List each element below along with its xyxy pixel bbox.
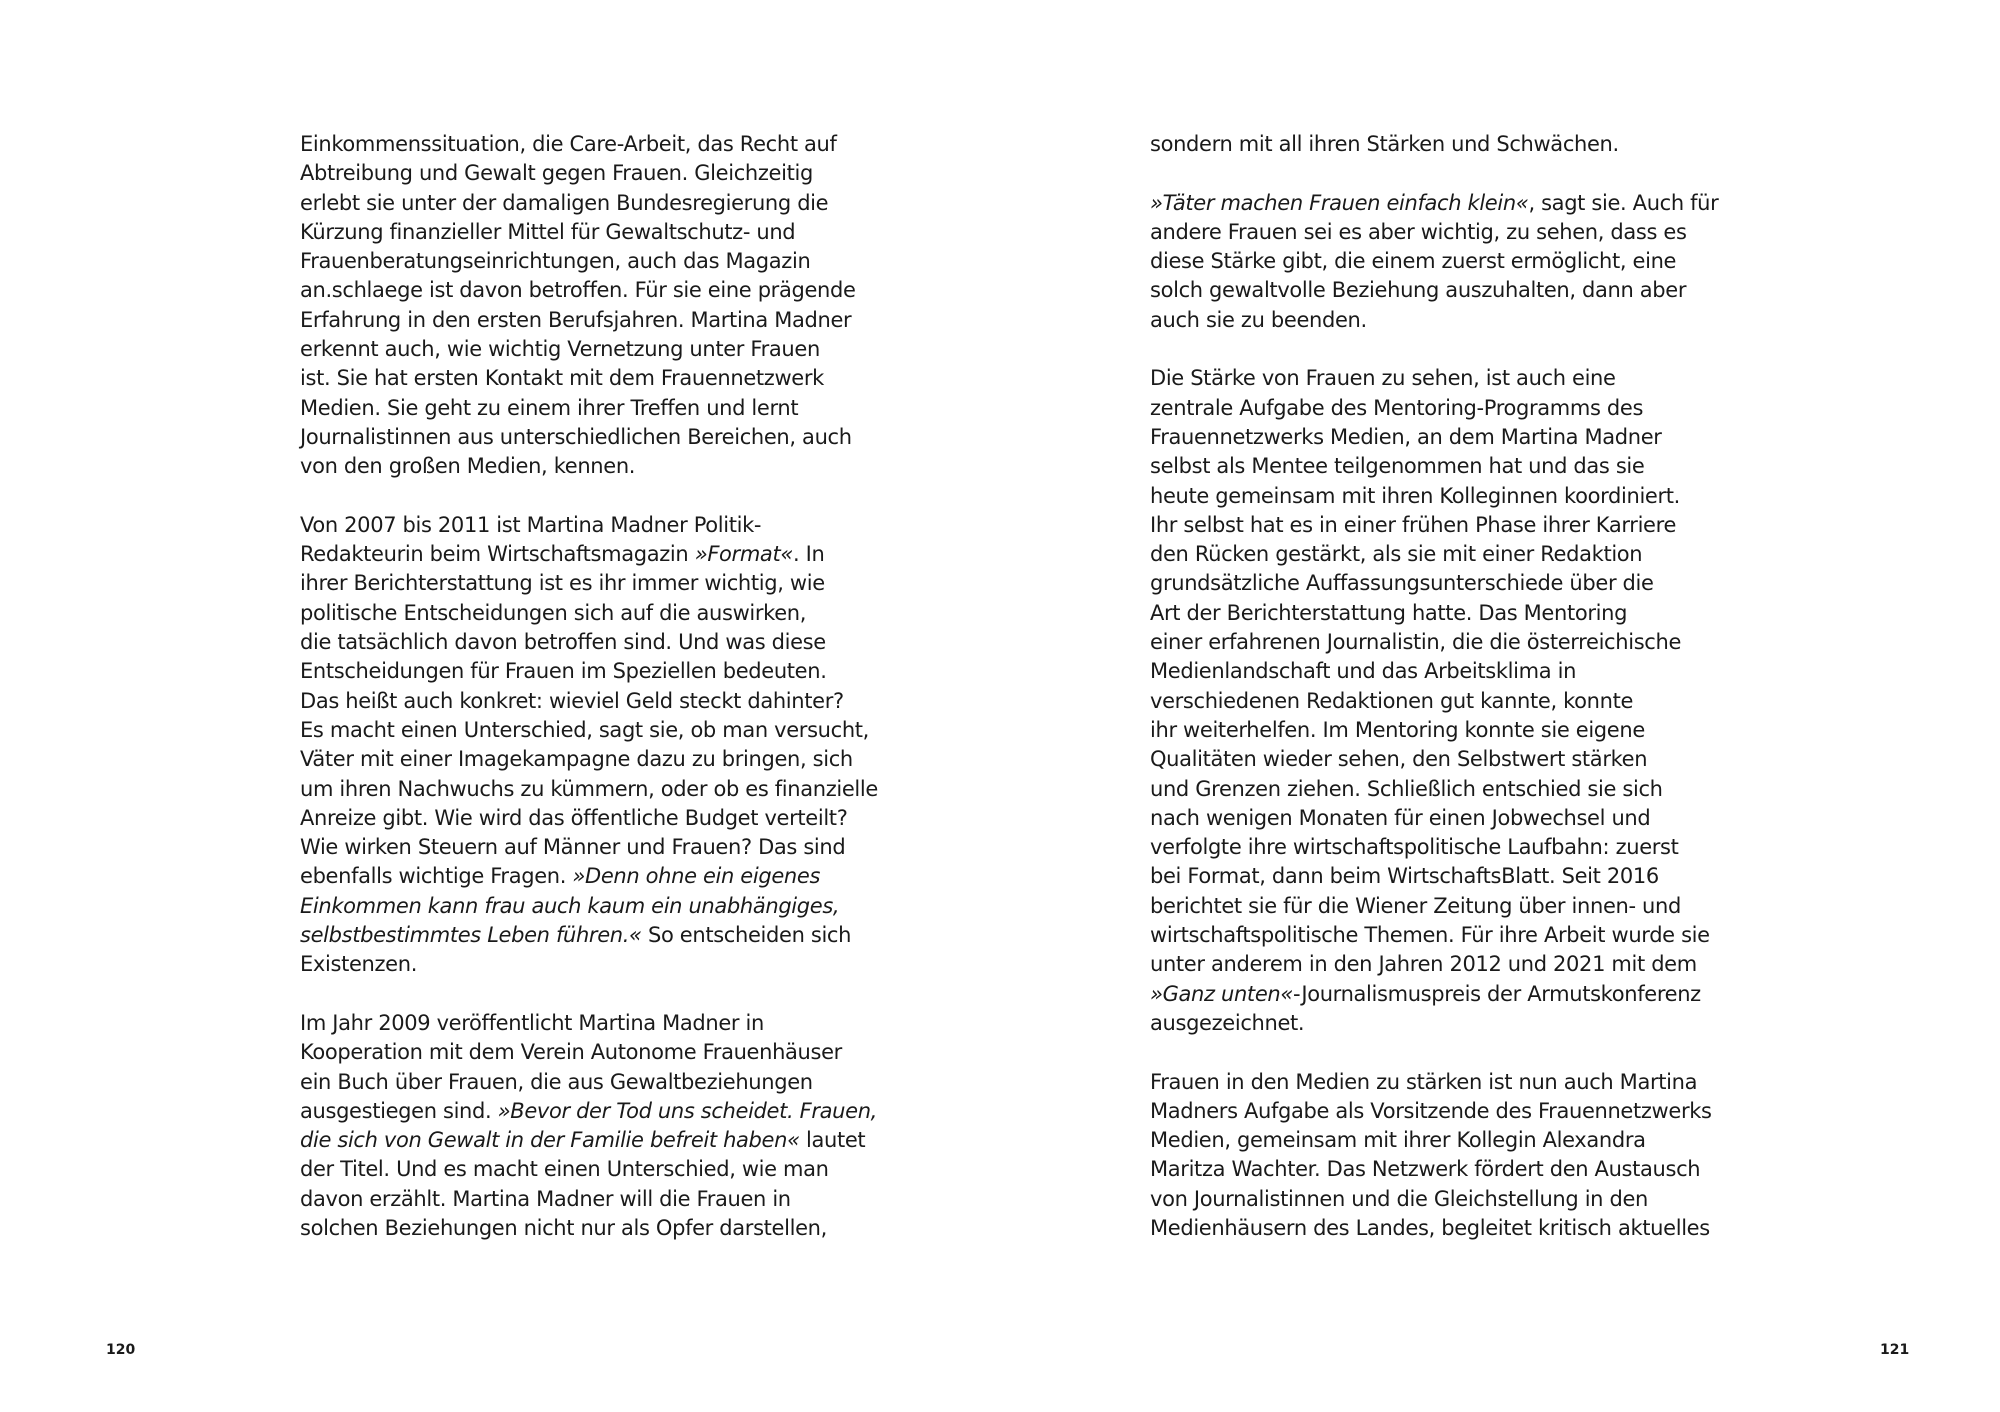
paragraph — [1150, 189, 1730, 335]
text-line: ein Buch über Frauen, die aus Gewaltbeziehungen — [300, 1069, 813, 1094]
text-line: Medienhäusern des Landes, begleitet kritisch aktuelles — [1150, 1215, 1710, 1240]
text-line: ihrer Berichterstattung ist es ihr immer wichtig, wie — [300, 571, 825, 596]
text-line: Frauennetzwerks Medien, an dem Martina Madner — [1150, 424, 1662, 449]
text-line: politische Entscheidungen sich auf die auswirken, — [300, 600, 807, 625]
text-line — [300, 1097, 880, 1126]
text-line: Es macht einen Unterschied, sagt sie, ob man versucht, — [300, 717, 869, 742]
text-segment: So entscheiden sich — [641, 923, 852, 948]
text-line: Anreize gibt. Wie wird das öffentliche Budget verteilt? — [300, 805, 848, 830]
text-line: ausgezeichnet. — [1150, 1010, 1305, 1035]
text-line: die tatsächlich davon betroffen sind. Und was diese — [300, 630, 826, 655]
paragraph — [300, 130, 880, 482]
text-line: Frauenberatungseinrichtungen, auch das Magazin — [300, 249, 811, 274]
text-line: Kürzung finanzieller Mittel für Gewaltschutz- und — [300, 219, 796, 244]
text-line: den Rücken gestärkt, als sie mit einer Redaktion — [1150, 542, 1643, 567]
text-line: Im Jahr 2009 veröffentlicht Martina Madner in — [300, 1010, 764, 1035]
text-line: ihr weiterhelfen. Im Mentoring konnte sie eigene — [1150, 717, 1645, 742]
text-line: nach wenigen Monaten für einen Jobwechsel und — [1150, 805, 1651, 830]
text-line: um ihren Nachwuchs zu kümmern, oder ob es finanzielle — [300, 776, 878, 801]
text-line: Kooperation mit dem Verein Autonome Frauenhäuser — [300, 1040, 842, 1065]
text-line: Qualitäten wieder sehen, den Selbstwert stärken — [1150, 747, 1648, 772]
page-number: 120 — [106, 1342, 136, 1358]
text-line: Medienlandschaft und das Arbeitsklima in — [1150, 659, 1577, 684]
text-line: Medien, gemeinsam mit ihrer Kollegin Alexandra — [1150, 1128, 1646, 1153]
text-line: Einkommenssituation, die Care-Arbeit, das Recht auf — [300, 132, 837, 156]
text-line: erlebt sie unter der damaligen Bundesregierung die — [300, 190, 829, 215]
text-line: an.schlaege ist davon betroffen. Für sie eine prägende — [300, 278, 856, 303]
paragraph — [300, 511, 880, 980]
text-line: bei Format, dann beim WirtschaftsBlatt. Seit 2016 — [1150, 864, 1659, 889]
italic-quote: »Täter machen Frauen einfach klein« — [1150, 190, 1529, 215]
text-line: Väter mit einer Imagekampagne dazu zu bringen, sich — [300, 747, 853, 772]
text-line: von den großen Medien, kennen. — [300, 454, 636, 479]
paragraph — [1150, 130, 1730, 159]
text-segment: . In — [792, 542, 825, 567]
text-line: Art der Berichterstattung hatte. Das Mentoring — [1150, 600, 1628, 625]
text-line: Medien. Sie geht zu einem ihrer Treffen und lernt — [300, 395, 799, 420]
text-segment: , sagt sie. Auch für — [1528, 190, 1719, 215]
italic-quote-line: Einkommen kann frau auch kaum ein unabhängiges, — [300, 893, 840, 918]
text-line — [1150, 189, 1730, 218]
italic-title: »Format« — [694, 542, 793, 567]
text-line: grundsätzliche Auffassungsunterschiede über die — [1150, 571, 1654, 596]
text-line: auch sie zu beenden. — [1150, 307, 1367, 332]
italic-quote: selbstbestimmtes Leben führen.« — [300, 923, 642, 948]
text-line: und Grenzen ziehen. Schließlich entschied sie sich — [1150, 776, 1663, 801]
paragraph — [1150, 1068, 1730, 1244]
text-line: der Titel. Und es macht einen Unterschied, wie man — [300, 1157, 829, 1182]
text-line — [300, 1126, 880, 1155]
text-line: erkennt auch, wie wichtig Vernetzung unter Frauen — [300, 337, 820, 362]
italic-title: die sich von Gewalt in der Familie befreit haben« — [300, 1128, 800, 1153]
text-line: zentrale Aufgabe des Mentoring-Programms des — [1150, 395, 1644, 420]
text-line: andere Frauen sei es aber wichtig, zu sehen, dass es — [1150, 219, 1687, 244]
text-line: Frauen in den Medien zu stärken ist nun auch Martina — [1150, 1069, 1698, 1094]
text-line: davon erzählt. Martina Madner will die Frauen in — [300, 1186, 791, 1211]
text-segment: Redakteurin beim Wirtschaftsmagazin — [300, 542, 695, 567]
text-line: Madners Aufgabe als Vorsitzende des Frauennetzwerks — [1150, 1098, 1712, 1123]
text-line: verfolgte ihre wirtschaftspolitische Laufbahn: zuerst — [1150, 835, 1679, 860]
text-line: einer erfahrenen Journalistin, die die österreichische — [1150, 630, 1682, 655]
paragraph — [1150, 364, 1730, 1038]
text-line: heute gemeinsam mit ihren Kolleginnen koordiniert. — [1150, 483, 1680, 508]
paragraph — [300, 1009, 880, 1243]
text-line: Die Stärke von Frauen zu sehen, ist auch eine — [1150, 366, 1616, 391]
text-line: von Journalistinnen und die Gleichstellung in den — [1150, 1186, 1648, 1211]
text-segment: lautet — [799, 1128, 866, 1153]
italic-title: »Bevor der Tod uns scheidet. Frauen, — [497, 1098, 877, 1123]
text-line: solch gewaltvolle Beziehung auszuhalten, dann aber — [1150, 278, 1687, 303]
text-line — [1150, 980, 1730, 1009]
left-text-column — [300, 130, 880, 1273]
text-line: Von 2007 bis 2011 ist Martina Madner Politik- — [300, 512, 762, 537]
text-line: berichtet sie für die Wiener Zeitung über innen- und — [1150, 893, 1681, 918]
text-line: sondern mit all ihren Stärken und Schwächen. — [1150, 132, 1619, 156]
text-line: Wie wirken Steuern auf Männer und Frauen? Das sind — [300, 835, 846, 860]
text-segment: ausgestiegen sind. — [300, 1098, 498, 1123]
text-line: Existenzen. — [300, 952, 418, 977]
italic-title: »Ganz unten« — [1150, 981, 1293, 1006]
text-line: Journalistinnen aus unterschiedlichen Bereichen, auch — [300, 424, 852, 449]
text-segment: ebenfalls wichtige Fragen. — [300, 864, 573, 889]
right-page — [1000, 0, 2000, 1412]
text-line: unter anderem in den Jahren 2012 und 2021 mit dem — [1150, 952, 1697, 977]
text-line: solchen Beziehungen nicht nur als Opfer darstellen, — [300, 1215, 827, 1240]
text-line: diese Stärke gibt, die einem zuerst ermöglicht, eine — [1150, 249, 1677, 274]
text-line: selbst als Mentee teilgenommen hat und das sie — [1150, 454, 1645, 479]
right-text-column — [1150, 130, 1730, 1273]
text-line: Entscheidungen für Frauen im Speziellen bedeuten. — [300, 659, 827, 684]
text-line: verschiedenen Redaktionen gut kannte, konnte — [1150, 688, 1634, 713]
text-segment: -Journalismuspreis der Armutskonferenz — [1292, 981, 1701, 1006]
text-line: wirtschaftspolitische Themen. Für ihre Arbeit wurde sie — [1150, 923, 1710, 948]
text-line: Das heißt auch konkret: wieviel Geld steckt dahinter? — [300, 688, 844, 713]
text-line: ist. Sie hat ersten Kontakt mit dem Frauennetzwerk — [300, 366, 824, 391]
page-number: 121 — [1880, 1342, 1910, 1358]
text-line: Maritza Wachter. Das Netzwerk fördert den Austausch — [1150, 1157, 1701, 1182]
text-line — [300, 921, 880, 950]
italic-quote: »Denn ohne ein eigenes — [572, 864, 821, 889]
text-line: Abtreibung und Gewalt gegen Frauen. Gleichzeitig — [300, 161, 813, 186]
text-line: Erfahrung in den ersten Berufsjahren. Martina Madner — [300, 307, 852, 332]
text-line — [300, 540, 880, 569]
text-line — [300, 862, 880, 891]
text-line: Ihr selbst hat es in einer frühen Phase ihrer Karriere — [1150, 512, 1677, 537]
